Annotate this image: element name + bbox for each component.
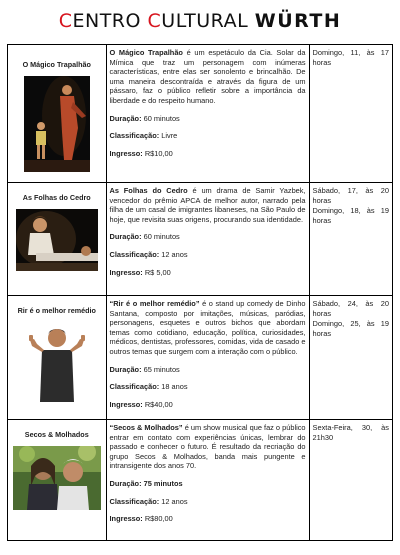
event-title-cell (8, 420, 107, 541)
event-description-cell (106, 183, 309, 296)
event-ticket (110, 400, 306, 410)
rating-label: Classificação: (109, 382, 160, 392)
event-description-title: “Rir é o melhor remédio” (109, 299, 200, 308)
duration-label: Duração: (109, 232, 142, 242)
event-duration (110, 479, 306, 489)
event-description-cell (106, 420, 309, 541)
event-schedule-cell (309, 296, 392, 420)
rating-value: Livre (159, 131, 178, 141)
brand-initial-c2: C (147, 10, 162, 32)
event-description (110, 299, 306, 357)
duration-label: Duração: (109, 478, 142, 488)
schedule-entry: Domingo, 11, às 17 horas (312, 48, 389, 67)
rating-label: Classificação: (109, 249, 160, 259)
event-description-title: As Folhas do Cedro (109, 186, 188, 195)
ticket-label: Ingresso: (109, 267, 143, 277)
schedule-entry: Domingo, 18, às 19 horas (312, 206, 389, 225)
schedule-entry: Sexta-Feira, 30, às 21h30 (312, 423, 389, 442)
brand-initial-c1: C (58, 10, 73, 32)
event-description-cell (106, 45, 309, 183)
ticket-value: R$ 5,00 (142, 267, 171, 277)
event-schedule-cell (309, 45, 392, 183)
event-duration (110, 232, 306, 242)
duration-value: 65 minutos (141, 364, 180, 374)
event-photo (24, 322, 90, 402)
event-ticket (110, 514, 306, 524)
ticket-value: R$80,00 (142, 514, 173, 524)
event-description (110, 186, 306, 224)
duration-value: 60 minutos (141, 232, 180, 242)
event-description-text: é o stand up comedy de Dinho Santana, composto por imitações, músicas, paródias, personagens, esquetes e outros bichos que abordam temas como cotidiano, educação, política, curiosidades, médicos, dentistas, professores, comidas, vida de casado e outros temas que surgem com a interação com o público. (109, 299, 306, 356)
event-description-title: “Secos & Molhados” (109, 423, 183, 432)
event-title: As Folhas do Cedro (22, 193, 91, 202)
event-title: Secos & Molhados (24, 430, 89, 439)
ticket-label: Ingresso: (109, 148, 143, 158)
brand-word-wurth: WÜRTH (254, 10, 342, 32)
event-row (8, 296, 393, 420)
brand-word-cultural: ULTURAL (161, 10, 255, 32)
ticket-label: Ingresso: (109, 514, 143, 524)
event-title: O Mágico Trapalhão (22, 60, 91, 69)
rating-value: 12 anos (159, 249, 188, 259)
events-table (7, 44, 393, 541)
event-description-cell (106, 296, 309, 420)
event-rating (110, 382, 306, 392)
rating-value: 12 anos (159, 496, 188, 506)
event-description (110, 423, 306, 471)
event-duration (110, 365, 306, 375)
event-photo (24, 76, 90, 172)
brand-word-centro: ENTRO (72, 10, 148, 32)
event-title-cell (8, 183, 107, 296)
event-row (8, 183, 393, 296)
schedule-entry: Sábado, 17, às 20 horas (312, 186, 389, 205)
event-rating (110, 497, 306, 507)
event-description-text: é um show musical que faz o público entrar em contato com experiências únicas, lembrar do passado e conhecer o futuro. É resultado da recriação do grupo Secos & Molhados, banda mais pungente e intransigente dos anos 70. (109, 423, 306, 471)
event-photo (13, 446, 101, 510)
duration-value: 60 minutos (141, 113, 180, 123)
rating-value: 18 anos (159, 382, 188, 392)
ticket-label: Ingresso: (109, 399, 143, 409)
event-description (110, 48, 306, 106)
duration-label: Duração: (109, 364, 142, 374)
event-row (8, 420, 393, 541)
duration-value: 75 minutos (141, 478, 183, 488)
ticket-value: R$40,00 (142, 399, 173, 409)
event-ticket (110, 268, 306, 278)
event-duration (110, 114, 306, 124)
event-ticket (110, 149, 306, 159)
schedule-entry: Domingo, 25, às 19 horas (312, 319, 389, 338)
page-header (0, 0, 400, 36)
rating-label: Classificação: (109, 496, 160, 506)
event-description-text: é um drama de Samir Yazbek, vencedor do prêmio APCA de melhor autor, narrado pela filha de um casal de imigrantes libaneses, na São Paulo de hoje, que revisita suas origens, procurando sua identidade. (109, 186, 306, 224)
event-description-text: é um espetáculo da Cia. Solar da Mímica que traz um personagem com inúmeras características, entre elas ser sonolento e brincalhão. De uma maneira descontraída e através da figura de um pássaro, faz o público refletir sobre a importância da liberdade e do respeito humano. (109, 48, 306, 105)
ticket-value: R$10,00 (142, 148, 173, 158)
event-rating (110, 250, 306, 260)
event-rating (110, 131, 306, 141)
event-row (8, 45, 393, 183)
event-schedule-cell (309, 183, 392, 296)
brand-logo (59, 10, 342, 32)
event-title: Rir é o melhor remédio (17, 306, 96, 315)
rating-label: Classificação: (109, 131, 160, 141)
event-schedule-cell (309, 420, 392, 541)
duration-label: Duração: (109, 113, 142, 123)
event-photo (16, 209, 98, 271)
schedule-entry: Sábado, 24, às 20 horas (312, 299, 389, 318)
event-title-cell (8, 296, 107, 420)
event-description-title: O Mágico Trapalhão (109, 48, 183, 57)
event-title-cell (8, 45, 107, 183)
